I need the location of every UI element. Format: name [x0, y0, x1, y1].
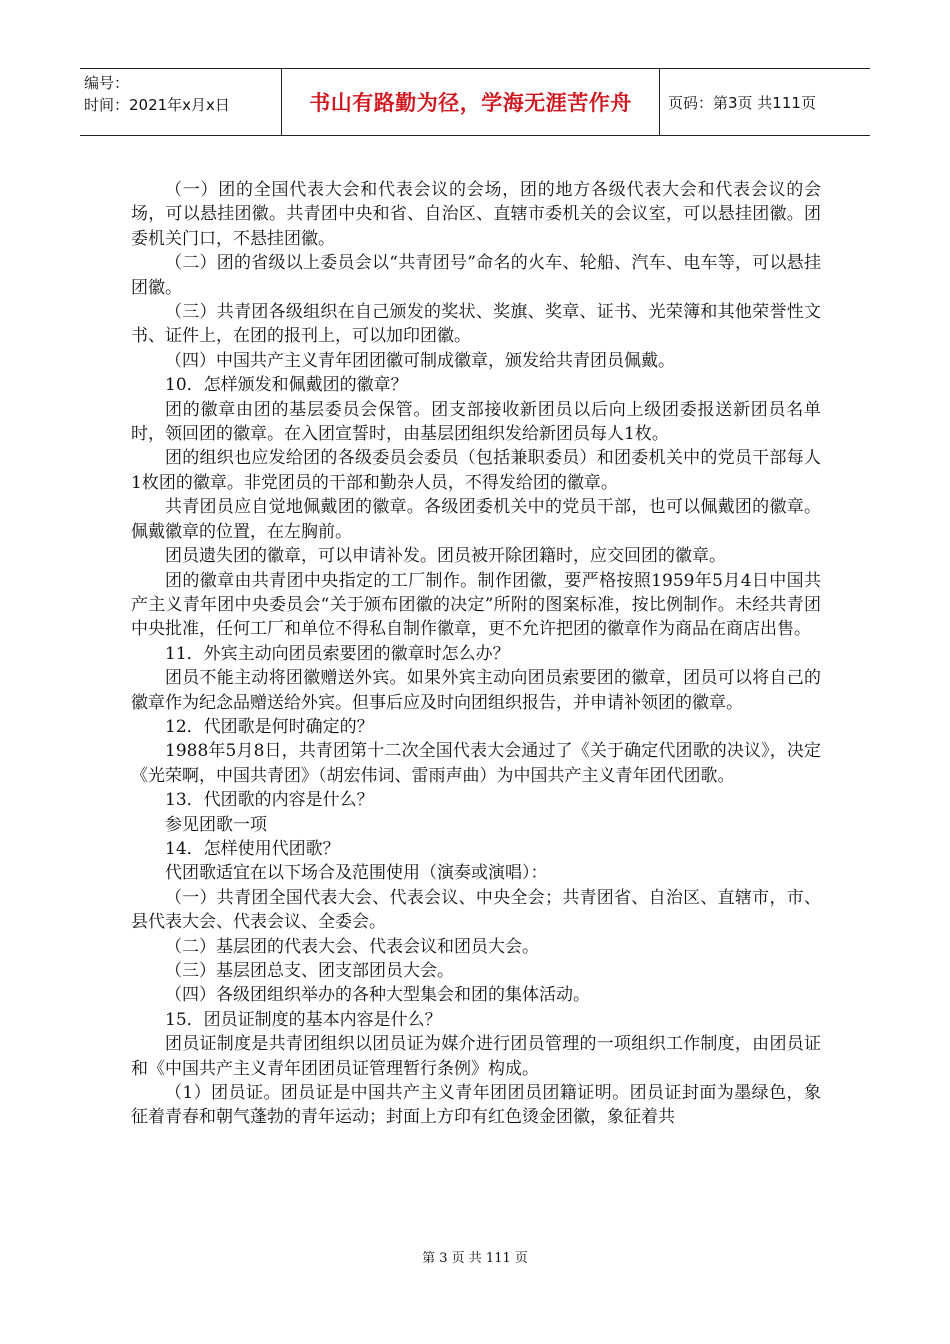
question-heading: 11．外宾主动向团员索要团的徽章时怎么办？	[165, 643, 510, 664]
question-heading: 13．代团歌的内容是什么？	[165, 790, 374, 811]
document-body	[131, 178, 821, 1130]
paragraph: （三）基层团总支、团支部团员大会。	[165, 961, 454, 981]
paragraph: 参见团歌一项	[165, 814, 267, 835]
page-header	[80, 68, 870, 136]
paragraph: （一）团的全国代表大会和代表会议的会场，团的地方各级代表大会和代表会议的会场，可以悬挂团徽。共青团中央和省、自治区、直辖市委机关的会议室，可以悬挂团徽。团委机关门口，不悬挂团徽。	[131, 180, 821, 249]
paragraph: （二）团的省级以上委员会以“共青团号”命名的火车、轮船、汽车、电车等，可以悬挂团徽。	[131, 253, 821, 298]
paragraph: （二）基层团的代表大会、代表会议和团员大会。	[165, 936, 539, 957]
question-heading: 14．怎样使用代团歌？	[165, 838, 340, 859]
paragraph: （1）团员证。团员证是中国共产主义青年团团员团籍证明。团员证封面为墨绿色，象征着青春和朝气蓬勃的青年运动；封面上方印有红色烫金团徽，象征着共	[131, 1083, 821, 1128]
question-heading: 15．团员证制度的基本内容是什么？	[165, 1009, 442, 1030]
paragraph: 团的组织也应发给团的各级委员会委员（包括兼职委员）和团委机关中的党员干部每人1枚团的徽章。非党团员的干部和勤杂人员，不得发给团的徽章。	[131, 448, 821, 493]
paragraph: 团员遗失团的徽章，可以申请补发。团员被开除团籍时，应交回团的徽章。	[165, 546, 726, 567]
paragraph: 1988年5月8日，共青团第十二次全国代表大会通过了《关于确定代团歌的决议》，决定《光荣啊，中国共青团》（胡宏伟词、雷雨声曲）为中国共产主义青年团代团歌。	[131, 741, 821, 786]
header-motto: 书山有路勤为径，学海无涯苦作舟	[309, 91, 632, 115]
header-meta	[80, 69, 282, 135]
header-motto-cell	[282, 69, 660, 135]
paragraph: （一）共青团全国代表大会、代表会议、中央全会；共青团省、自治区、直辖市，市、县代表大会、代表会议、全委会。	[131, 887, 821, 933]
paragraph: 团的徽章由共青团中央指定的工厂制作。制作团徽，要严格按照1959年5月4日中国共产主义青年团中央委员会“关于颁布团徽的决定”所附的图案标准，按比例制作。未经共青团中央批准，任何工厂和单位不得私自制作徽章，更不允许把团的徽章作为商品在商店出售。	[131, 570, 821, 640]
paragraph: 团的徽章由团的基层委员会保管。团支部接收新团员以后向上级团委报送新团员名单时，领回团的徽章。在入团宣誓时，由基层团组织发给新团员每人1枚。	[131, 399, 821, 445]
time-label: 时间：2021年x月x日	[84, 96, 230, 114]
header-page-info: 页码：第3页 共111页	[668, 93, 816, 112]
paragraph: （四）中国共产主义青年团团徽可制成徽章，颁发给共青团员佩戴。	[165, 350, 675, 371]
question-heading: 10．怎样颁发和佩戴团的徽章？	[165, 375, 408, 396]
paragraph: 代团歌适宜在以下场合及范围使用（演奏或演唱）：	[165, 863, 548, 884]
paragraph: 团员不能主动将团徽赠送外宾。如果外宾主动向团员索要团的徽章，团员可以将自己的徽章作为纪念品赠送给外宾。但事后应及时向团组织报告，并申请补领团的徽章。	[131, 668, 821, 713]
paragraph: （四）各级团组织举办的各种大型集会和团的集体活动。	[165, 985, 590, 1006]
question-heading: 12．代团歌是何时确定的？	[165, 716, 374, 737]
paragraph: 共青团员应自觉地佩戴团的徽章。各级团委机关中的党员干部，也可以佩戴团的徽章。佩戴徽章的位置，在左胸前。	[131, 497, 821, 542]
number-label: 编号：	[84, 74, 130, 92]
paragraph: 团员证制度是共青团组织以团员证为媒介进行团员管理的一项组织工作制度，由团员证和《中国共产主义青年团团员证管理暂行条例》构成。	[131, 1034, 821, 1079]
paragraph: （三）共青团各级组织在自己颁发的奖状、奖旗、奖章、证书、光荣簿和其他荣誉性文书、证件上，在团的报刊上，可以加印团徽。	[131, 302, 821, 347]
page-footer: 第 3 页 共 111 页	[422, 1251, 528, 1266]
